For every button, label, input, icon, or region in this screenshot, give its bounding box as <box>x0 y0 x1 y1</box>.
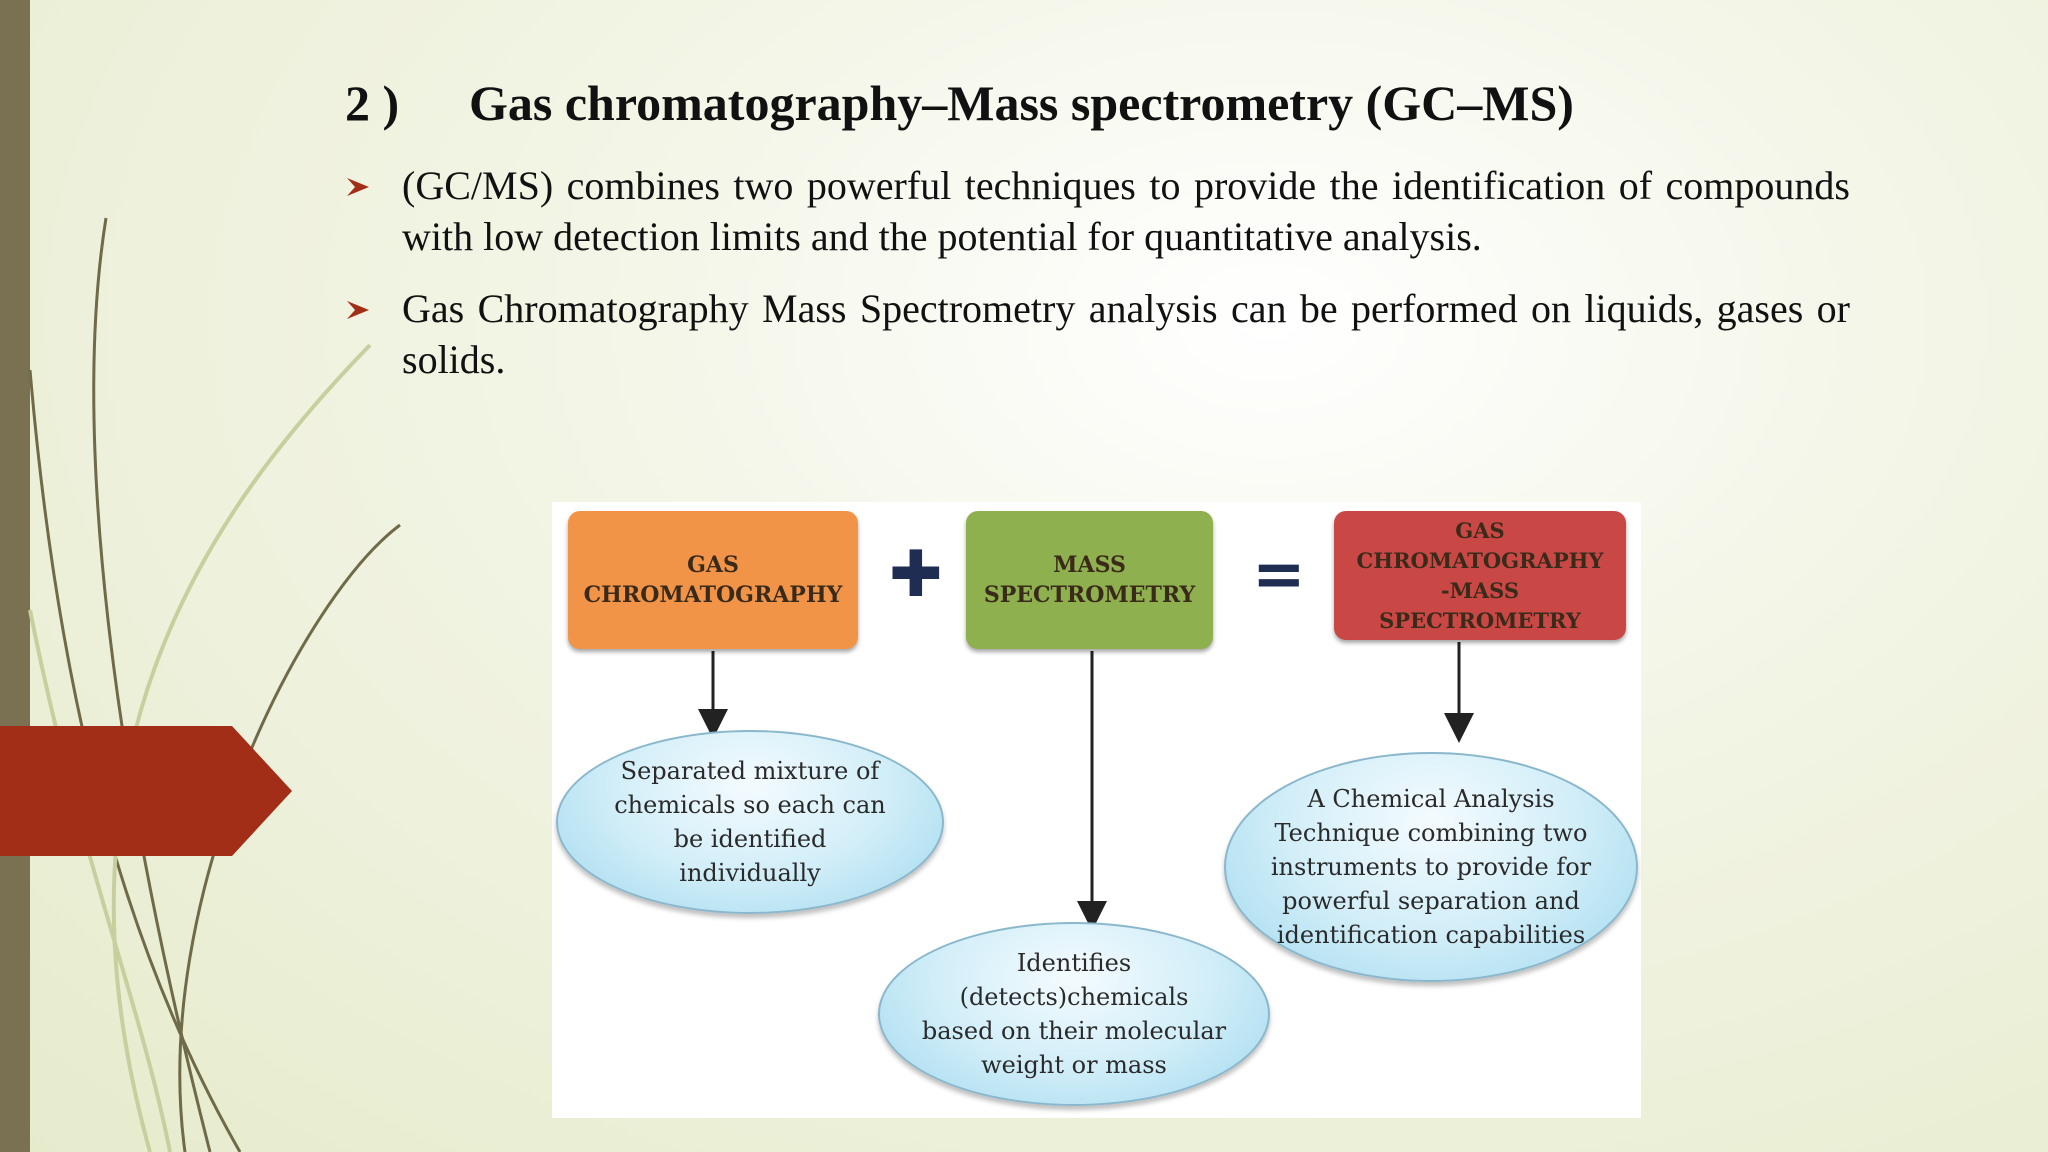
arrowhead-bullet-icon <box>345 176 371 198</box>
box-gc-ms: GAS CHROMATOGRAPHY -MASS SPECTROMETRY <box>1334 511 1626 640</box>
red-arrow-tab <box>0 726 294 856</box>
box-mass-spectrometry: MASS SPECTROMETRY <box>966 511 1213 649</box>
bullet-item <box>345 283 1850 385</box>
slide-number: 2 ) <box>345 75 400 131</box>
ellipse-gc-description: Separated mixture of chemicals so each can be identified individually <box>556 730 944 914</box>
bullet-list <box>345 160 1850 406</box>
bullet-text: Gas Chromatography Mass Spectrometry analysis can be performed on liquids, gases or solids. <box>402 286 1850 382</box>
equals-icon: = <box>1252 538 1306 612</box>
bullet-text: (GC/MS) combines two powerful techniques to provide the identification of compounds with low detection limits and the potential for quantitative analysis. <box>402 163 1850 259</box>
slide-title <box>345 74 1574 132</box>
ellipse-ms-description: Identifies (detects)chemicals based on their molecular weight or mass <box>878 922 1270 1106</box>
bullet-item <box>345 160 1850 262</box>
ellipse-gcms-description: A Chemical Analysis Technique combining two instruments to provide for powerful separation and identification capabilities <box>1224 752 1638 982</box>
gcms-diagram <box>552 502 1641 1118</box>
box-gas-chromatography: GAS CHROMATOGRAPHY <box>568 511 858 649</box>
slide-title-text: Gas chromatography–Mass spectrometry (GC–MS) <box>469 75 1574 131</box>
arrowhead-bullet-icon <box>345 299 371 321</box>
plus-icon: ✚ <box>889 538 943 612</box>
